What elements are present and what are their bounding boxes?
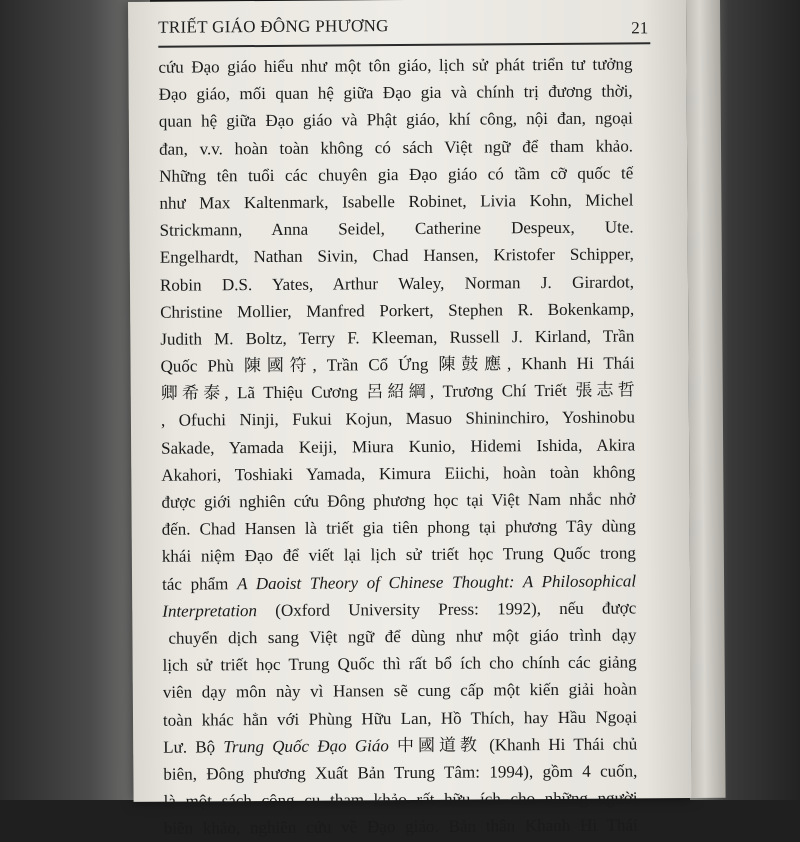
text-line: biên khảo, nghiên cứu về Đạo giáo. Bản thân Khanh Hi Thái xyxy=(163,815,638,838)
text-line: Engelhardt, Nathan Sivin, Chad Hansen, Kristofer Schipper, xyxy=(159,244,634,268)
page-header xyxy=(158,12,650,47)
background-left xyxy=(0,0,150,800)
text-line: đan, v.v. hoàn toàn không có sách Việt ngữ để tham khảo. xyxy=(158,135,634,159)
text-line: được giới nghiên cứu Đông phương học tại Việt Nam nhắc nhở xyxy=(161,489,636,512)
text-line: Judith M. Boltz, Terry F. Kleeman, Russell J. Kirland, Trần xyxy=(160,326,635,349)
running-title: TRIẾT GIÁO ĐÔNG PHƯƠNG xyxy=(158,16,389,37)
book-title-italic: Trung Quốc Đạo Giáo xyxy=(223,735,389,756)
text-line: quan hệ giữa Đạo giáo và Phật giáo, khí công, nội đan, ngoại xyxy=(158,108,633,132)
text-segment: (Oxford University Press: 1992), nếu được xyxy=(256,598,637,620)
text-line: 卿希泰, Lã Thiệu Cương 呂紹綱, Trương Chí Triết 張志哲 xyxy=(160,380,635,403)
book-page xyxy=(128,0,692,838)
text-segment: tác phẩm xyxy=(162,573,238,594)
text-line: Những tên tuổi các chuyên gia Đạo giáo có tầm cỡ quốc tế xyxy=(159,163,634,186)
text-line: Sakade, Yamada Keiji, Miura Kunio, Hidemi Ishida, Akira xyxy=(161,435,636,458)
book-title-italic: A Daoist Theory of Chinese Thought: A Philosophical xyxy=(236,570,637,593)
body-text xyxy=(158,50,637,842)
text-line: viên dạy môn này vì Hansen sẽ cung cấp một kiến giải hoàn xyxy=(162,679,637,703)
page-edge xyxy=(686,0,726,798)
text-line: chuyển dịch sang Việt ngữ để dùng như một giáo trình dạy xyxy=(168,625,637,648)
text-line-with-italic-title xyxy=(162,594,636,624)
text-line: biên, Đông phương Xuất Bản Trung Tâm: 1994), gồm 4 cuốn, xyxy=(163,761,638,784)
text-line: toàn khác hẳn với Phùng Hữu Lan, Hồ Thích, hay Hầu Ngoại xyxy=(162,706,638,730)
text-line: Đạo giáo, mối quan hệ giữa Đạo gia và chính trị đương thời, xyxy=(158,81,633,104)
text-line: Christine Mollier, Manfred Porkert, Stephen R. Bokenkamp, xyxy=(160,299,635,322)
book-title-italic: Interpretation xyxy=(162,600,258,621)
text-line: là một sách công cụ tham khảo rất hữu ích cho những người xyxy=(163,788,638,811)
text-line: , Ofuchi Ninji, Fukui Kojun, Masuo Shininchiro, Yoshinobu xyxy=(160,407,635,431)
text-line: Quốc Phù 陳國符, Trần Cổ Ứng 陳鼓應, Khanh Hi Thái xyxy=(160,353,635,376)
text-line: lịch sử triết học Trung Quốc thì rất bổ ích cho chính các giảng xyxy=(162,652,637,675)
text-line: Robin D.S. Yates, Arthur Waley, Norman J. Girardot, xyxy=(159,271,635,295)
text-line: khái niệm Đạo để viết lại lịch sử triết học Trung Quốc trong xyxy=(161,543,636,567)
text-line: Akahori, Toshiaki Yamada, Kimura Eiichi, hoàn toàn không xyxy=(161,462,636,485)
page-number: 21 xyxy=(631,18,649,38)
text-line-with-italic-title xyxy=(163,730,637,760)
text-segment: Lư. Bộ xyxy=(163,736,224,757)
text-line: như Max Kaltenmark, Isabelle Robinet, Livia Kohn, Michel xyxy=(159,190,634,213)
text-line: cứu Đạo giáo hiểu như một tôn giáo, lịch sử phát triển tư tưởng xyxy=(158,54,633,77)
text-line-with-italic-title xyxy=(162,567,636,597)
text-segment: 中國道教 (Khanh Hi Thái chủ xyxy=(388,734,638,755)
text-line: Strickmann, Anna Seidel, Catherine Despeux, Ute. xyxy=(159,217,634,240)
text-line: đến. Chad Hansen là triết gia tiên phong tại phương Tây dùng xyxy=(161,516,636,539)
